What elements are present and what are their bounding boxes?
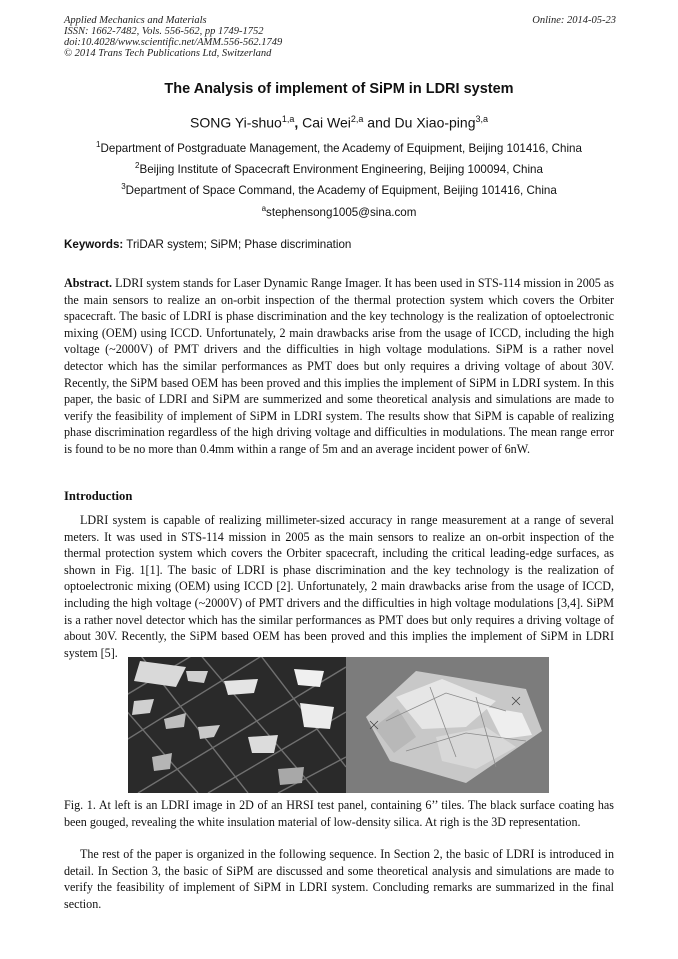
abstract-text: LDRI system stands for Laser Dynamic Range Imager. It has been used in STS-114 mission in 2005 as the main sensors to realize an on-orbit inspection of the thermal protection system which covers the Orbiter spacecraft. The basic of LDRI is phase discrimination and the key technology is the realization of optoelectronic mixing (OEM) using ICCD. Unfortunately, 2 main drawbacks arise from the usage of ICCD, including the high voltage (~2000V) of PMT drivers and the difficulties in high voltage modulations. SiPM is a rather novel detector which has the similar performances as PMT does but only requires a driving voltage of about 30V. Recently, the SiPM based OEM has been proved and this implies the implement of SiPM in LDRI system. In this paper, the basic of LDRI and SiPM are summerized and some theoretical analysis and simulations are made to verify the feasibility of implement of SiPM in LDRI system. The results show that SiPM is capable of realizing phase discrimination regardless of the high driving voltage and difficulties in modulations. The mean range error is found to be no more than 0.4mm within a range of 5m and an average incident power of 6nW. — [64, 276, 614, 456]
affiliation-marker: 2 — [135, 161, 140, 170]
affiliation-text: Beijing Institute of Spacecraft Environment Engineering, Beijing 100094, China — [139, 162, 543, 176]
section-heading-introduction: Introduction — [64, 489, 133, 503]
author-list — [0, 114, 678, 131]
affiliation — [0, 140, 678, 155]
affiliation — [0, 182, 678, 197]
intro-paragraph-2: The rest of the paper is organized in the following sequence. In Section 2, the basic of LDRI is introduced in detail. In Section 3, the basic of SiPM are discussed and some theoretical analysis and simulations are made to verify the feasibility of implement of SiPM in LDRI system. Concluding remarks are summarized in the final section. — [64, 847, 614, 911]
figure-1-caption: Fig. 1. At left is an LDRI image in 2D of an HRSI test panel, containing 6’’ tiles. The black surface coating has been gouged, revealing the white insulation material of low-density silica. At righ is the 3D representation. — [64, 798, 614, 829]
email-text: stephensong1005@sina.com — [266, 205, 417, 219]
author-separator: , — [294, 114, 299, 131]
paper-title: The Analysis of implement of SiPM in LDRI system — [164, 81, 514, 97]
ldri-3d-representation — [346, 657, 549, 793]
author-name: Cai Wei — [302, 114, 351, 131]
affiliation-marker: 1 — [96, 140, 101, 149]
affiliation — [0, 161, 678, 176]
author-superscript: 2,a — [350, 114, 364, 124]
affiliation-text: Department of Postgraduate Management, the Academy of Equipment, Beijing 101416, China — [100, 141, 582, 155]
journal-name: Applied Mechanics and Materials — [64, 15, 207, 26]
affiliation-text: Department of Space Command, the Academy of Equipment, Beijing 101416, China — [125, 183, 557, 197]
keywords — [64, 238, 351, 251]
author-name: Du Xiao-ping — [394, 114, 476, 131]
journal-header — [64, 15, 616, 59]
doi-line: doi:10.4028/www.scientific.net/AMM.556-562.1749 — [64, 37, 283, 48]
abstract — [64, 275, 614, 458]
copyright-line: © 2014 Trans Tech Publications Ltd, Switzerland — [64, 48, 272, 59]
abstract-label: Abstract. — [64, 276, 113, 290]
author-name: SONG Yi-shuo — [190, 114, 282, 131]
keywords-text: TriDAR system; SiPM; Phase discrimination — [126, 238, 352, 251]
author-conjunction: and — [367, 114, 391, 131]
ldri-2d-image — [128, 657, 346, 793]
author-superscript: 1,a — [281, 114, 295, 124]
figure-1 — [128, 657, 549, 793]
author-superscript: 3,a — [475, 114, 488, 124]
online-date: Online: 2014-05-23 — [532, 15, 616, 26]
intro-paragraph-1: LDRI system is capable of realizing millimeter-sized accuracy in range measurement at a range of several meters. It was used in STS-114 mission in 2005 as the main sensors to realize an on-orbit inspection of the thermal protection system which covers the Orbiter spacecraft, including the critical leading-edge surfaces, as shown in Fig. 1[1]. The basic of LDRI is phase discrimination and the key technology is the realization of optoelectronic mixing (OEM) using ICCD [2]. Unfortunately, 2 main drawbacks arise from the usage of ICCD, including the high voltage (~2000V) of PMT drivers and the difficulties in high voltage modulations [3,4]. SiPM is a rather novel detector which has the similar performances as PMT does but only requires a driving voltage of about 30V. Recently, the SiPM based OEM has been proved and this implies the implement of SiPM in LDRI system [5]. — [64, 513, 614, 660]
author-email — [0, 204, 678, 219]
affiliation-marker: 3 — [121, 182, 126, 191]
affiliation-marker: a — [261, 204, 267, 213]
keywords-label: Keywords: — [64, 238, 124, 251]
issn-line: ISSN: 1662-7482, Vols. 556-562, pp 1749-1752 — [64, 26, 264, 37]
